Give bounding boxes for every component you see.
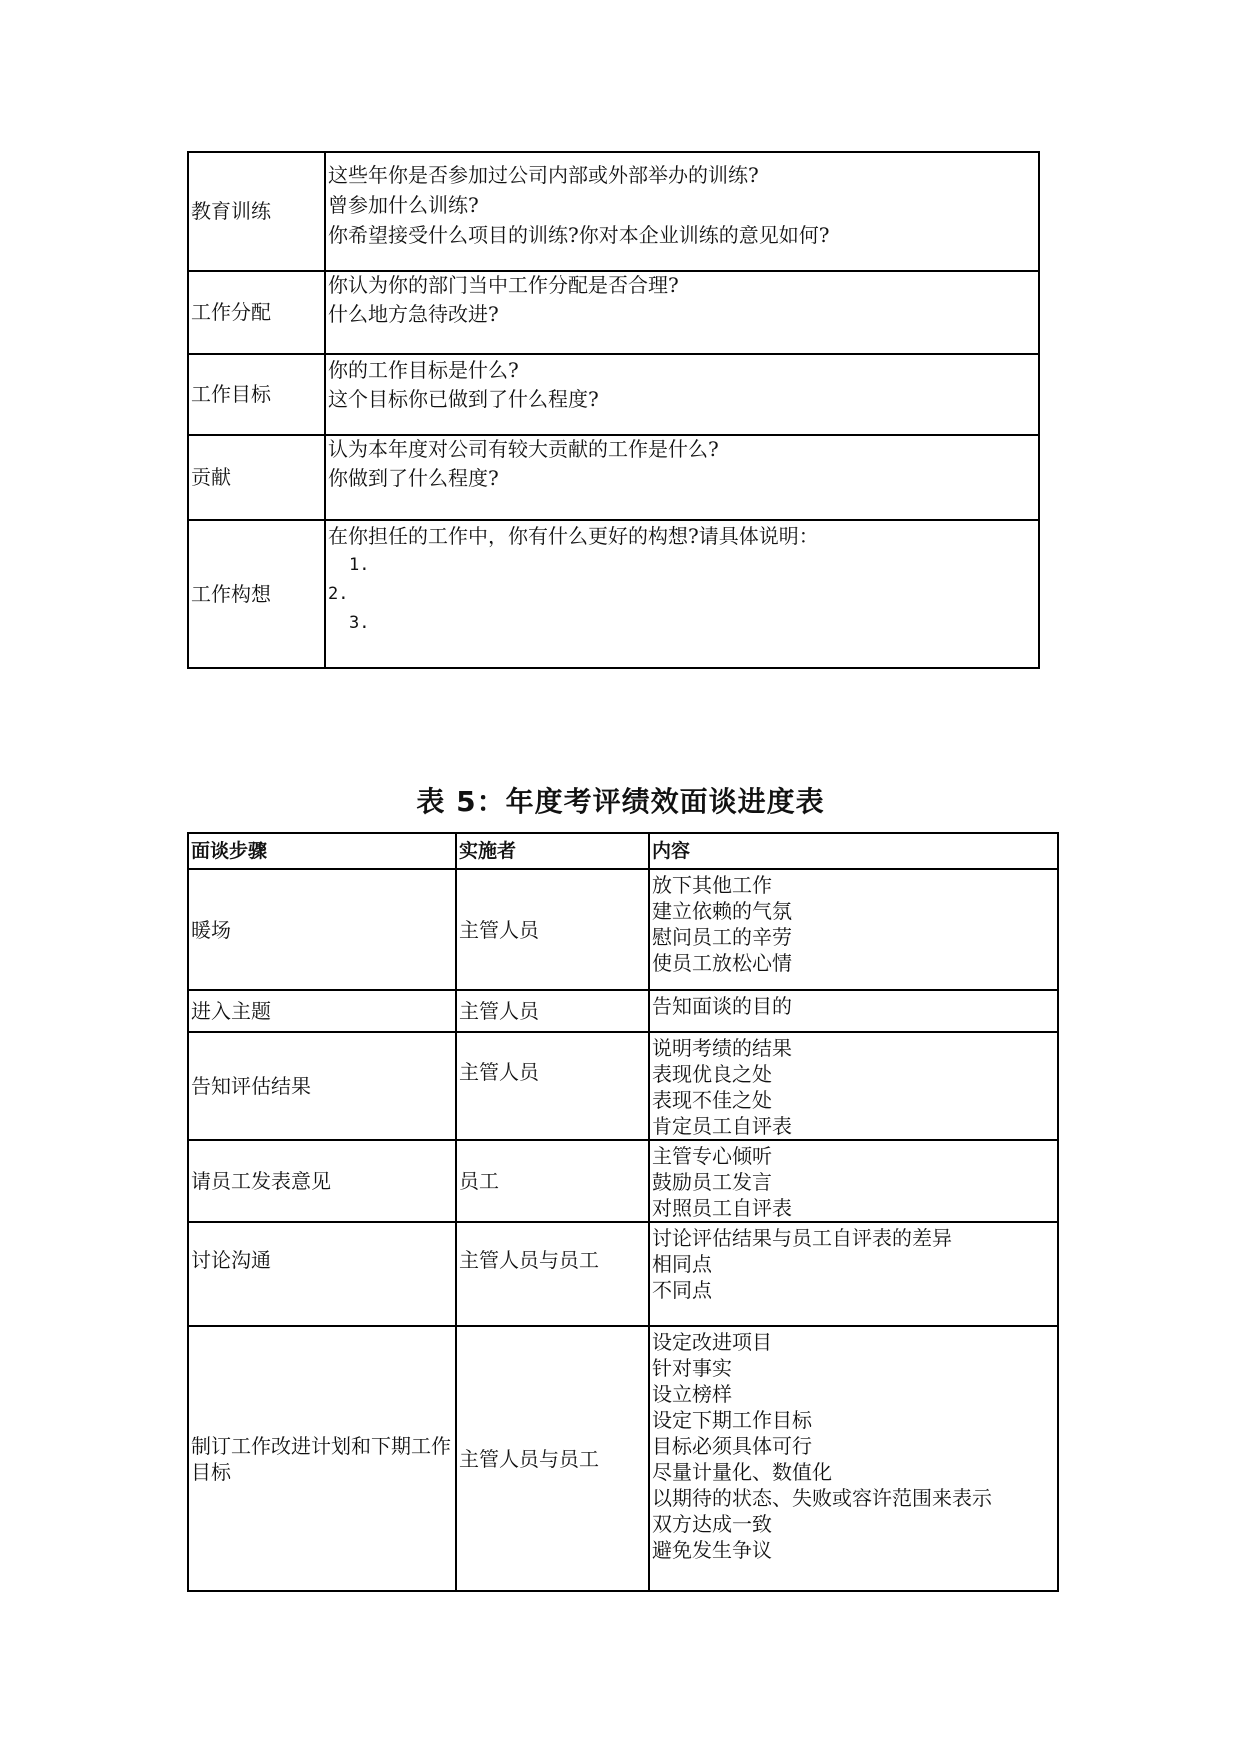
- actor-cell: 主管人员与员工: [456, 1222, 649, 1326]
- question-line: 你做到了什么程度?: [328, 466, 499, 490]
- question-line: 你的工作目标是什么?: [328, 358, 519, 382]
- step-cell: 讨论沟通: [188, 1222, 456, 1326]
- question-line: 这个目标你已做到了什么程度?: [328, 387, 599, 411]
- table-row: [188, 1140, 1058, 1222]
- row-label: 工作目标: [188, 354, 325, 435]
- content-line: 针对事实: [652, 1356, 732, 1380]
- content-line: 不同点: [652, 1278, 712, 1302]
- row-label: 贡献: [188, 435, 325, 520]
- table-row: [188, 271, 1039, 354]
- actor-cell: 主管人员与员工: [456, 1326, 649, 1591]
- table-row: [188, 1326, 1058, 1591]
- question-line: 什么地方急待改进?: [328, 302, 499, 326]
- interview-questions-table: [187, 151, 1040, 669]
- content-cell: [649, 1140, 1058, 1222]
- content-line: 相同点: [652, 1252, 712, 1276]
- content-line: 设定改进项目: [652, 1330, 772, 1354]
- list-item: 3.: [349, 613, 370, 633]
- content-line: 放下其他工作: [652, 873, 772, 897]
- step-cell: 制订工作改进计划和下期工作目标: [188, 1326, 456, 1591]
- table-title: 表 5：年度考评绩效面谈进度表: [416, 785, 825, 818]
- row-label: 工作分配: [188, 271, 325, 354]
- question-cell: [325, 271, 1039, 354]
- question-line: 在你担任的工作中，你有什么更好的构想?请具体说明：: [328, 524, 819, 548]
- actor-cell: 主管人员: [456, 990, 649, 1032]
- content-cell: [649, 1032, 1058, 1140]
- content-line: 尽量计量化、数值化: [652, 1460, 832, 1484]
- content-line: 慰问员工的辛劳: [652, 925, 792, 949]
- content-line: 避免发生争议: [652, 1538, 772, 1562]
- step-cell: 暖场: [188, 869, 456, 990]
- interview-progress-table: [187, 832, 1059, 1592]
- content-line: 以期待的状态、失败或容许范围来表示: [652, 1486, 992, 1510]
- header-content: 内容: [649, 833, 1058, 869]
- content-line: 使员工放松心情: [652, 951, 792, 975]
- content-line: 建立依赖的气氛: [652, 899, 792, 923]
- content-line: 讨论评估结果与员工自评表的差异: [652, 1226, 952, 1250]
- content-cell: [649, 1222, 1058, 1326]
- content-cell: [649, 869, 1058, 990]
- row-label: 教育训练: [188, 152, 325, 271]
- actor-cell: 主管人员: [456, 869, 649, 990]
- actor-cell: 主管人员: [456, 1032, 649, 1140]
- table-row: [188, 354, 1039, 435]
- question-cell: [325, 354, 1039, 435]
- content-line: 表现优良之处: [652, 1062, 772, 1086]
- actor-cell: 员工: [456, 1140, 649, 1222]
- content-line: 表现不佳之处: [652, 1088, 772, 1112]
- list-item: 1.: [349, 555, 370, 575]
- header-row: [188, 833, 1058, 869]
- table-row: [188, 1222, 1058, 1326]
- question-cell: [325, 435, 1039, 520]
- step-cell: 进入主题: [188, 990, 456, 1032]
- content-line: 鼓励员工发言: [652, 1170, 772, 1194]
- question-line: 这些年你是否参加过公司内部或外部举办的训练?: [328, 163, 759, 187]
- question-line: 曾参加什么训练?: [328, 193, 479, 217]
- header-actor: 实施者: [456, 833, 649, 869]
- content-line: 目标必须具体可行: [652, 1434, 812, 1458]
- content-line: 说明考绩的结果: [652, 1036, 792, 1060]
- question-line: 你希望接受什么项目的训练?你对本企业训练的意见如何?: [328, 223, 830, 247]
- content-cell: [649, 990, 1058, 1032]
- list-item: 2.: [328, 584, 349, 604]
- content-line: 设立榜样: [652, 1382, 732, 1406]
- question-cell: [325, 520, 1039, 668]
- row-label: 工作构想: [188, 520, 325, 668]
- step-cell: 请员工发表意见: [188, 1140, 456, 1222]
- header-step: 面谈步骤: [188, 833, 456, 869]
- question-line: 你认为你的部门当中工作分配是否合理?: [328, 273, 679, 297]
- content-cell: [649, 1326, 1058, 1591]
- step-cell: 告知评估结果: [188, 1032, 456, 1140]
- question-cell: [325, 152, 1039, 271]
- table-row: [188, 1032, 1058, 1140]
- table-row: [188, 520, 1039, 668]
- question-line: 认为本年度对公司有较大贡献的工作是什么?: [328, 437, 719, 461]
- table-row: [188, 435, 1039, 520]
- content-line: 对照员工自评表: [652, 1196, 792, 1220]
- content-line: 双方达成一致: [652, 1512, 772, 1536]
- content-line: 设定下期工作目标: [652, 1408, 812, 1432]
- table-row: [188, 990, 1058, 1032]
- content-line: 主管专心倾听: [652, 1144, 772, 1168]
- content-line: 肯定员工自评表: [652, 1114, 792, 1138]
- table-row: [188, 152, 1039, 271]
- content-line: 告知面谈的目的: [652, 994, 792, 1018]
- table-row: [188, 869, 1058, 990]
